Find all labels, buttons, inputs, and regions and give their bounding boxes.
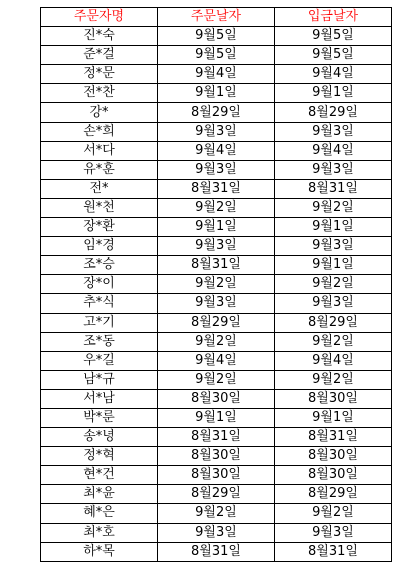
cell-arrival-date: 8월31일: [275, 428, 392, 447]
cell-arrival-date: 9월3일: [275, 237, 392, 256]
table-row: [41, 351, 392, 370]
table-row: [41, 84, 392, 103]
cell-arrival-date: 9월3일: [275, 122, 392, 141]
cell-name: 최*윤: [41, 485, 158, 504]
cell-name: 전*: [41, 179, 158, 198]
cell-arrival-date: 9월1일: [275, 256, 392, 275]
cell-arrival-date: 9월2일: [275, 504, 392, 523]
cell-order-date: 9월5일: [158, 27, 275, 46]
cell-name: 조*승: [41, 256, 158, 275]
cell-arrival-date: 9월2일: [275, 370, 392, 389]
table-row: [41, 447, 392, 466]
cell-name: 우*길: [41, 351, 158, 370]
cell-order-date: 9월1일: [158, 408, 275, 427]
cell-order-date: 9월4일: [158, 65, 275, 84]
table-row: [41, 46, 392, 65]
cell-name: 현*건: [41, 466, 158, 485]
cell-order-date: 9월3일: [158, 160, 275, 179]
table-row: [41, 370, 392, 389]
cell-order-date: 9월2일: [158, 275, 275, 294]
cell-name: 혜*은: [41, 504, 158, 523]
cell-arrival-date: 8월29일: [275, 103, 392, 122]
cell-name: 정*혁: [41, 447, 158, 466]
cell-name: 원*천: [41, 198, 158, 217]
cell-order-date: 8월30일: [158, 466, 275, 485]
header-row: [41, 8, 392, 27]
table-row: [41, 160, 392, 179]
cell-arrival-date: 8월31일: [275, 179, 392, 198]
table-row: [41, 237, 392, 256]
cell-name: 박*룬: [41, 408, 158, 427]
table-row: [41, 27, 392, 46]
cell-arrival-date: 8월30일: [275, 389, 392, 408]
cell-name: 추*식: [41, 294, 158, 313]
table-row: [41, 313, 392, 332]
table-row: [41, 389, 392, 408]
cell-name: 장*이: [41, 275, 158, 294]
table-body: [41, 27, 392, 562]
table-row: [41, 294, 392, 313]
table-row: [41, 466, 392, 485]
cell-arrival-date: 8월30일: [275, 466, 392, 485]
cell-name: 강*: [41, 103, 158, 122]
cell-order-date: 9월1일: [158, 218, 275, 237]
cell-order-date: 8월31일: [158, 179, 275, 198]
cell-order-date: 8월29일: [158, 485, 275, 504]
cell-order-date: 9월3일: [158, 294, 275, 313]
table-row: [41, 122, 392, 141]
order-table: [40, 7, 392, 562]
cell-arrival-date: 9월2일: [275, 198, 392, 217]
cell-name: 하*목: [41, 542, 158, 561]
cell-order-date: 9월2일: [158, 332, 275, 351]
cell-name: 정*문: [41, 65, 158, 84]
cell-arrival-date: 9월5일: [275, 27, 392, 46]
cell-order-date: 9월5일: [158, 46, 275, 65]
cell-order-date: 8월30일: [158, 389, 275, 408]
cell-arrival-date: 9월3일: [275, 160, 392, 179]
cell-name: 장*환: [41, 218, 158, 237]
cell-order-date: 8월30일: [158, 447, 275, 466]
cell-arrival-date: 8월29일: [275, 313, 392, 332]
cell-arrival-date: 9월3일: [275, 523, 392, 542]
cell-order-date: 9월2일: [158, 370, 275, 389]
table-row: [41, 542, 392, 561]
table-row: [41, 198, 392, 217]
table-row: [41, 103, 392, 122]
table-row: [41, 275, 392, 294]
cell-arrival-date: 9월5일: [275, 46, 392, 65]
cell-arrival-date: 9월1일: [275, 218, 392, 237]
cell-name: 고*기: [41, 313, 158, 332]
cell-name: 전*찬: [41, 84, 158, 103]
cell-order-date: 9월1일: [158, 84, 275, 103]
table-row: [41, 179, 392, 198]
cell-arrival-date: 9월1일: [275, 84, 392, 103]
cell-arrival-date: 9월2일: [275, 275, 392, 294]
cell-order-date: 8월29일: [158, 103, 275, 122]
cell-name: 손*희: [41, 122, 158, 141]
cell-order-date: 9월2일: [158, 198, 275, 217]
cell-arrival-date: 9월2일: [275, 332, 392, 351]
cell-arrival-date: 9월3일: [275, 294, 392, 313]
cell-arrival-date: 9월1일: [275, 408, 392, 427]
cell-arrival-date: 9월4일: [275, 351, 392, 370]
cell-arrival-date: 8월30일: [275, 447, 392, 466]
table-row: [41, 523, 392, 542]
cell-arrival-date: 8월31일: [275, 542, 392, 561]
cell-order-date: 9월3일: [158, 237, 275, 256]
table-row: [41, 256, 392, 275]
header-order-date: 주문날자: [158, 8, 275, 27]
header-name: 주문자명: [41, 8, 158, 27]
cell-name: 최*호: [41, 523, 158, 542]
table-row: [41, 218, 392, 237]
cell-name: 남*규: [41, 370, 158, 389]
cell-order-date: 9월3일: [158, 122, 275, 141]
cell-order-date: 9월4일: [158, 351, 275, 370]
cell-arrival-date: 9월4일: [275, 141, 392, 160]
table-row: [41, 141, 392, 160]
table-row: [41, 485, 392, 504]
cell-order-date: 8월31일: [158, 428, 275, 447]
cell-name: 송*녕: [41, 428, 158, 447]
cell-name: 준*걸: [41, 46, 158, 65]
cell-name: 조*동: [41, 332, 158, 351]
table-row: [41, 408, 392, 427]
cell-order-date: 8월31일: [158, 542, 275, 561]
table-row: [41, 332, 392, 351]
cell-name: 서*남: [41, 389, 158, 408]
cell-arrival-date: 9월4일: [275, 65, 392, 84]
cell-name: 진*숙: [41, 27, 158, 46]
cell-name: 유*훈: [41, 160, 158, 179]
cell-order-date: 8월31일: [158, 256, 275, 275]
cell-name: 임*경: [41, 237, 158, 256]
cell-order-date: 9월3일: [158, 523, 275, 542]
table-row: [41, 65, 392, 84]
cell-order-date: 9월2일: [158, 504, 275, 523]
table-row: [41, 504, 392, 523]
header-arrival-date: 입금날자: [275, 8, 392, 27]
cell-order-date: 9월4일: [158, 141, 275, 160]
cell-arrival-date: 8월29일: [275, 485, 392, 504]
cell-order-date: 8월29일: [158, 313, 275, 332]
table-row: [41, 428, 392, 447]
cell-name: 서*다: [41, 141, 158, 160]
